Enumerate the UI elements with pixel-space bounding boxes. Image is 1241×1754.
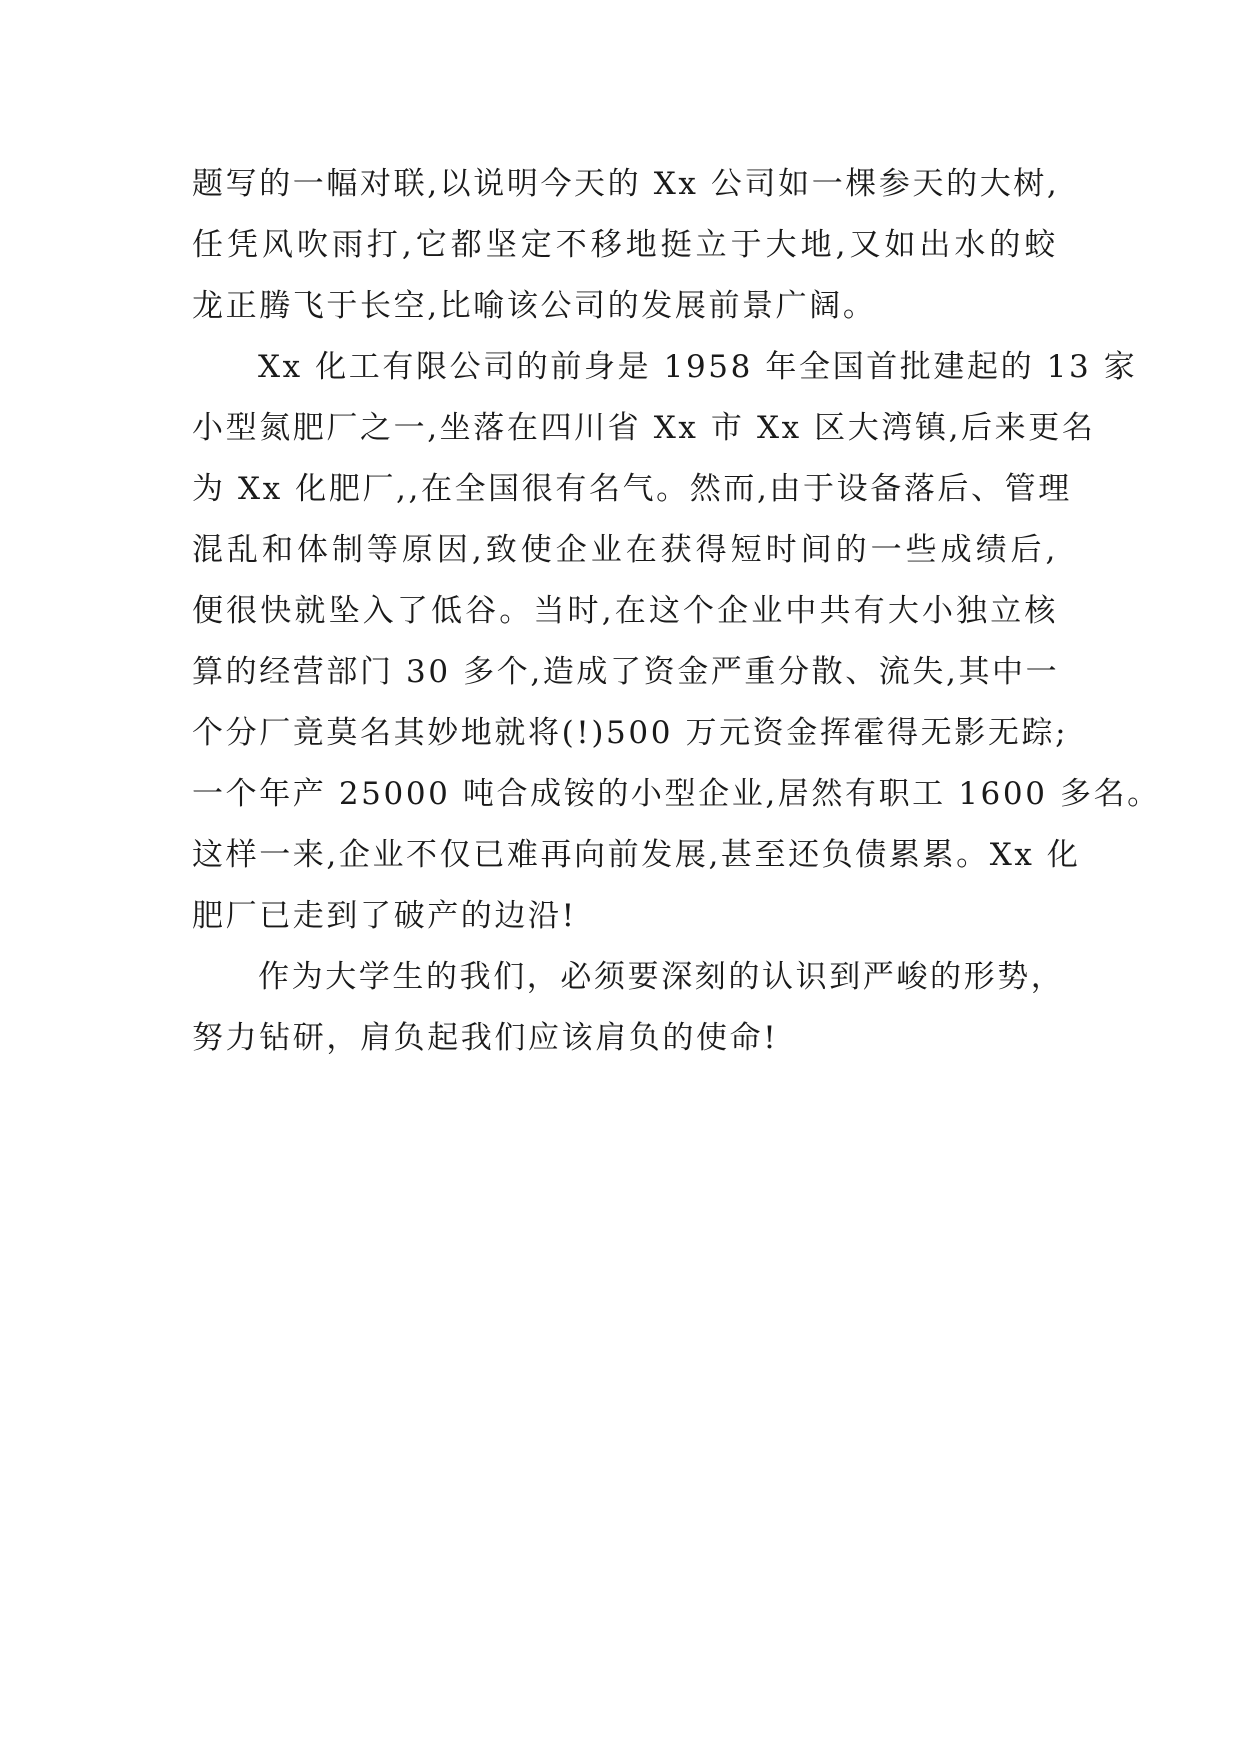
text-line: 努力钻研，肩负起我们应该肩负的使命! [192, 1020, 779, 1056]
text-line: 肥厂已走到了破产的边沿! [192, 898, 577, 934]
text-line: 个分厂竟莫名其妙地就将(!)500 万元资金挥霍得无影无踪; [192, 715, 1069, 751]
paragraph-couplet-explanation [192, 154, 1058, 337]
text-line: 便很快就坠入了低谷。当时,在这个企业中共有大小独立核 [192, 593, 1058, 629]
text-line: 小型氮肥厂之一,坐落在四川省 Xx 市 Xx 区大湾镇,后来更名 [192, 410, 1096, 446]
text-line: 题写的一幅对联,以说明今天的 Xx 公司如一棵参天的大树, [192, 166, 1060, 202]
document-body [192, 154, 1161, 1069]
text-line: Xx 化工有限公司的前身是 1958 年全国首批建起的 13 家 [258, 349, 1138, 385]
text-line: 为 Xx 化肥厂,,在全国很有名气。然而,由于设备落后、管理 [192, 471, 1072, 507]
text-line: 龙正腾飞于长空,比喻该公司的发展前景广阔。 [192, 288, 877, 324]
paragraph-student-mission [192, 947, 1065, 1069]
text-line: 任凭风吹雨打,它都坚定不移地挺立于大地,又如出水的蛟 [192, 227, 1058, 263]
paragraph-company-history [192, 337, 1161, 947]
text-line: 这样一来,企业不仅已难再向前发展,甚至还负债累累。Xx 化 [192, 837, 1081, 873]
text-line: 算的经营部门 30 多个,造成了资金严重分散、流失,其中一 [192, 654, 1060, 690]
text-line: 混乱和体制等原因,致使企业在获得短时间的一些成绩后, [192, 532, 1058, 568]
text-line: 作为大学生的我们，必须要深刻的认识到严峻的形势， [258, 959, 1065, 995]
text-line: 一个年产 25000 吨合成铵的小型企业,居然有职工 1600 多名。 [192, 776, 1161, 812]
